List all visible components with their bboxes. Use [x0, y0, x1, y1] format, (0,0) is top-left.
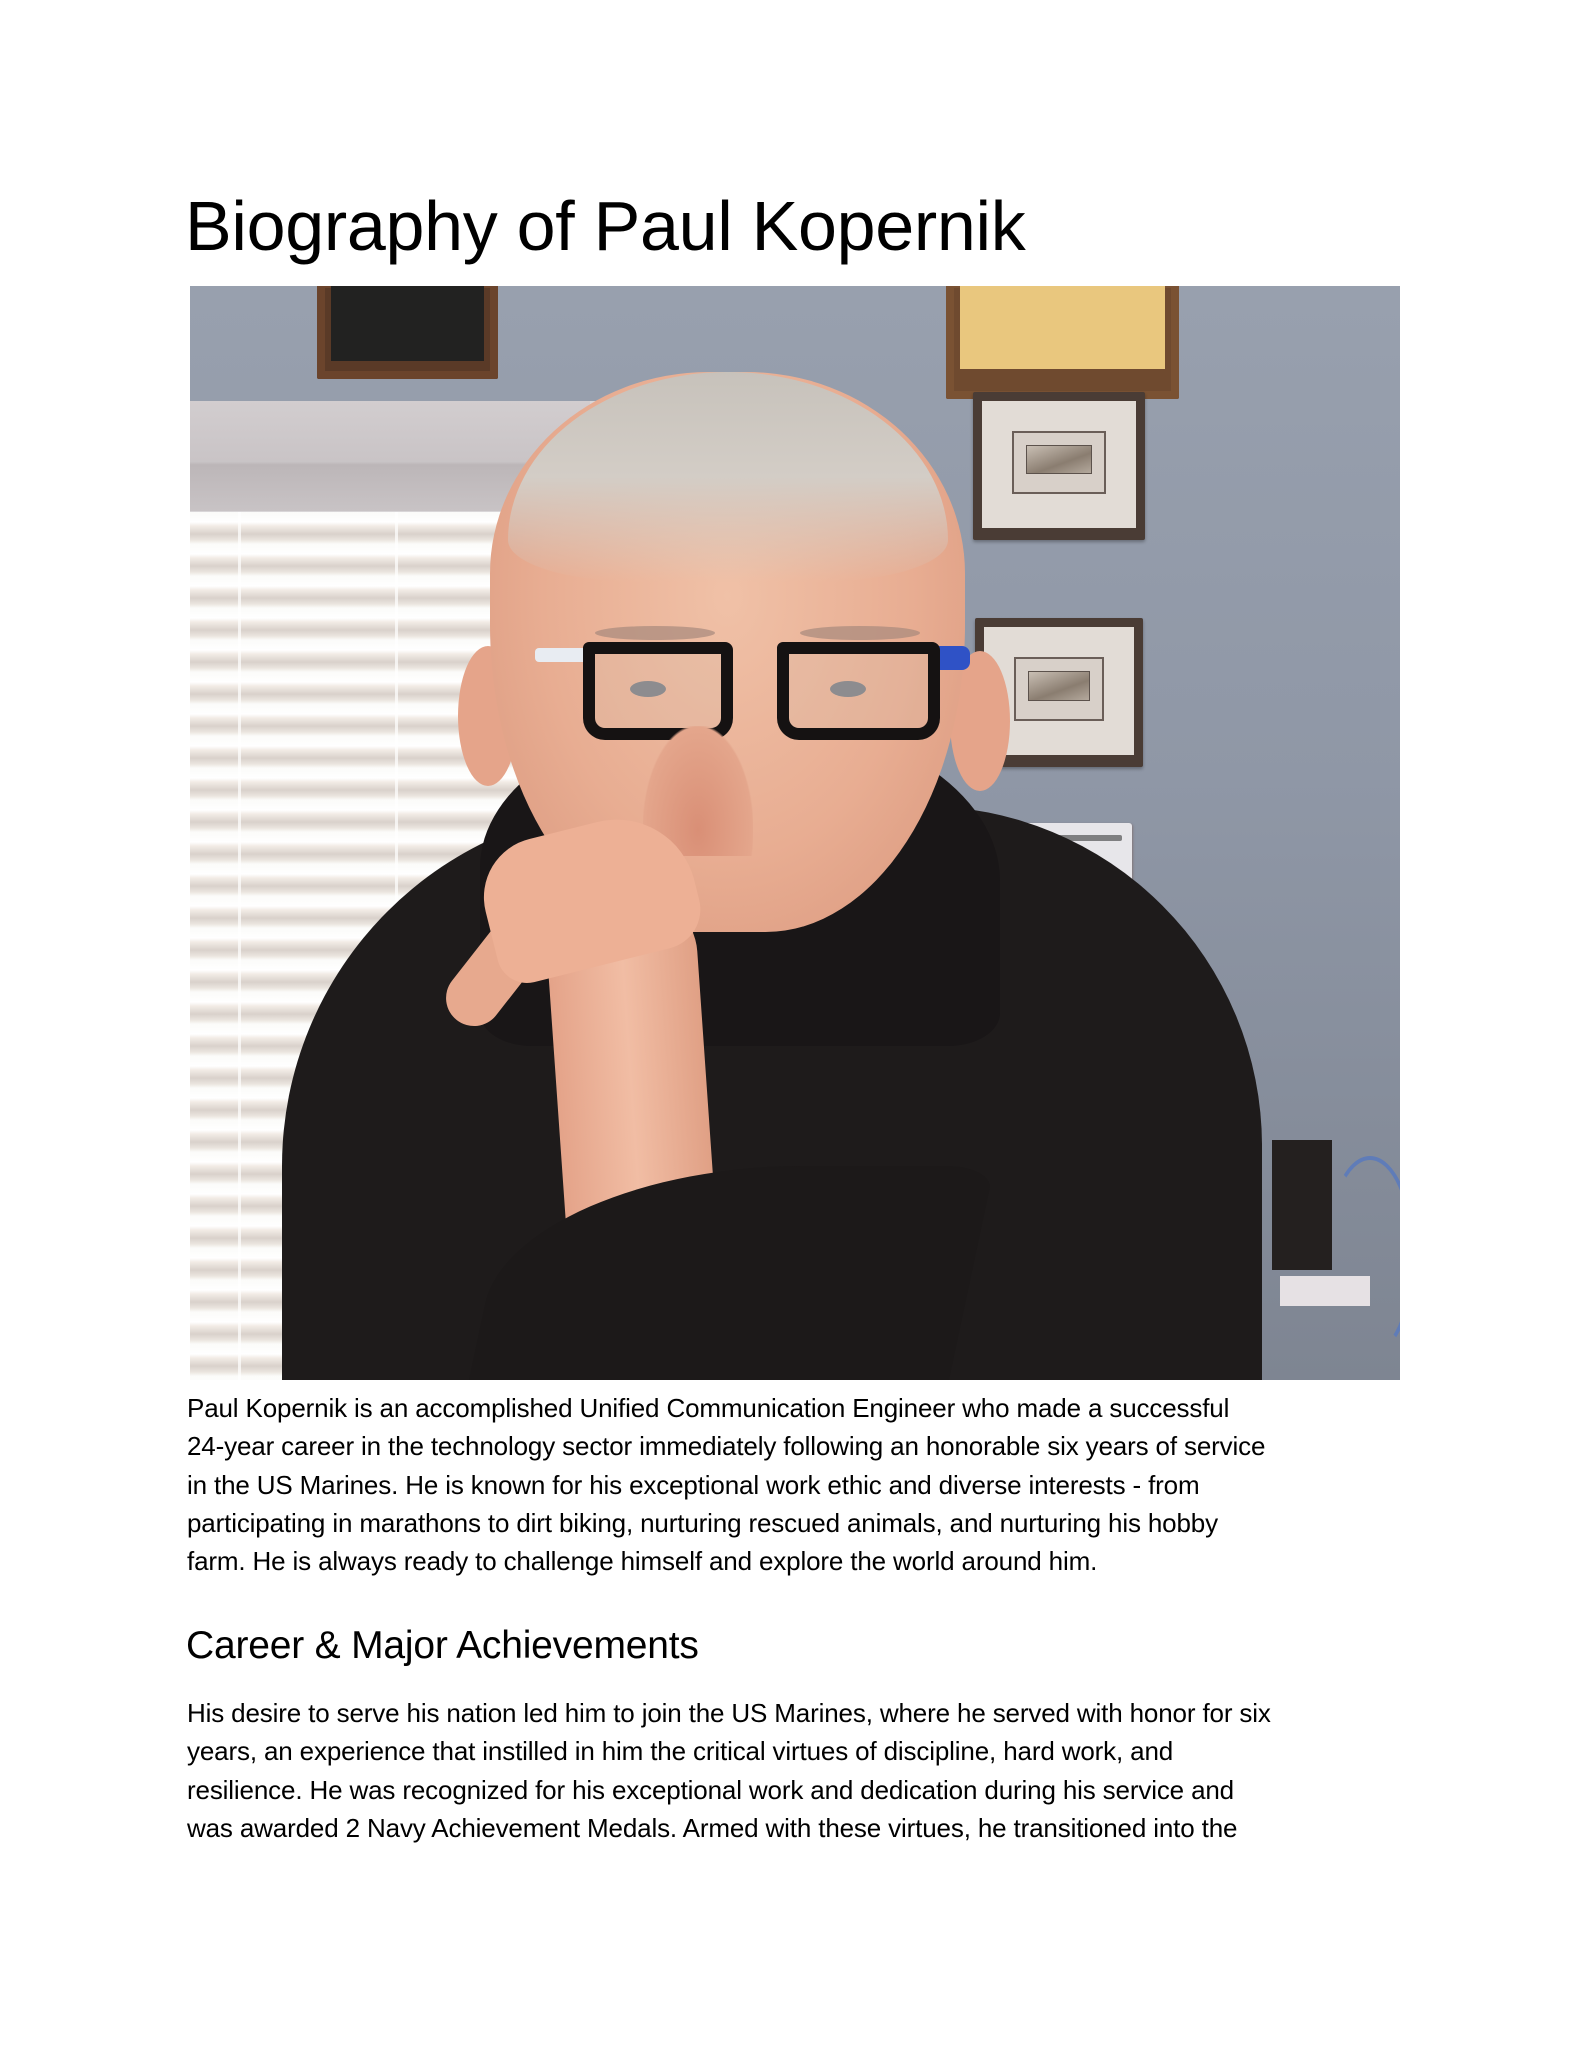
photo-person-brow: [800, 626, 920, 640]
photo-glasses-temple: [535, 648, 590, 662]
paragraph-line: resilience. He was recognized for his exceptional work and dedication during his service and: [187, 1774, 1234, 1805]
page-title: Biography of Paul Kopernik: [185, 187, 1026, 265]
section-heading-career: Career & Major Achievements: [186, 1624, 699, 1667]
paragraph-line: His desire to serve his nation led him to join the US Marines, where he served with honor for six: [187, 1698, 1271, 1728]
career-paragraph: [187, 1694, 1417, 1847]
paragraph-line: 24-year career in the technology sector immediately following an honorable six years of service: [187, 1431, 1266, 1462]
paragraph-line: years, an experience that instilled in him the critical virtues of discipline, hard work, and: [187, 1736, 1174, 1767]
portrait-photo: [190, 286, 1400, 1380]
paragraph-line: participating in marathons to dirt biking, nurturing rescued animals, and nurturing his hobby: [187, 1507, 1218, 1538]
photo-wall-plaque: [317, 286, 498, 379]
photo-person-brow: [595, 626, 715, 640]
paragraph-line: farm. He is always ready to challenge himself and explore the world around him.: [187, 1546, 1098, 1577]
paragraph-line: in the US Marines. He is known for his exceptional work ethic and diverse interests - from: [187, 1469, 1200, 1500]
photo-blind-cord: [238, 512, 241, 1380]
paragraph-line: Paul Kopernik is an accomplished Unified Communication Engineer who made a successful: [187, 1393, 1230, 1423]
photo-glasses-lens: [777, 642, 940, 740]
photo-framed-picture-1: [973, 392, 1145, 540]
photo-equipment: [1272, 1140, 1332, 1270]
paragraph-line: was awarded 2 Navy Achievement Medals. Armed with these virtues, he transitioned into the: [187, 1812, 1238, 1843]
intro-paragraph: [187, 1389, 1417, 1580]
photo-wall-certificate: [946, 286, 1179, 399]
